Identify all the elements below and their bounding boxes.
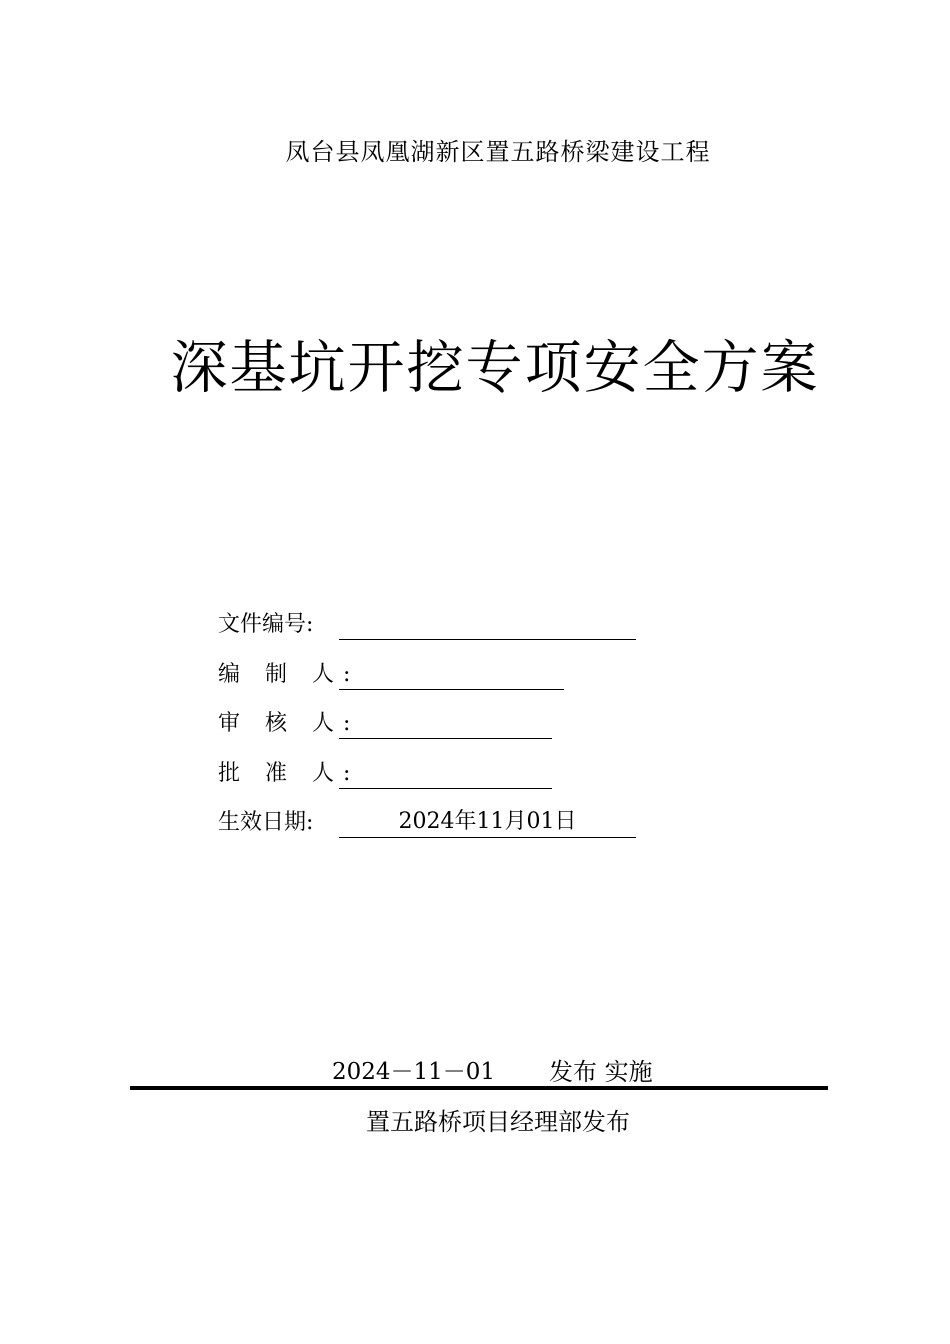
field-label-effective-date: 生效日期:: [218, 810, 314, 835]
field-value-file-number: [339, 609, 636, 640]
field-label-author: 编 制 人:: [218, 662, 360, 687]
field-label-approver: 批 准 人:: [218, 761, 360, 786]
field-value-approver: [339, 758, 552, 789]
field-value-author: [339, 659, 564, 690]
field-label-file-number: 文件编号:: [218, 612, 314, 637]
footer-rule: [130, 1086, 828, 1090]
publisher: 置五路桥项目经理部发布: [366, 1108, 630, 1136]
footer-action: 发布 实施: [549, 1058, 653, 1086]
document-title: 深基坑开挖专项安全方案: [170, 335, 820, 401]
footer-date: 2024－11－01: [332, 1059, 496, 1085]
field-label-reviewer: 审 核 人:: [218, 711, 360, 736]
field-value-reviewer: [339, 708, 552, 739]
field-value-effective-date: 2024年11月01日: [339, 807, 636, 838]
project-title: 凤台县凤凰湖新区置五路桥梁建设工程: [285, 138, 711, 166]
